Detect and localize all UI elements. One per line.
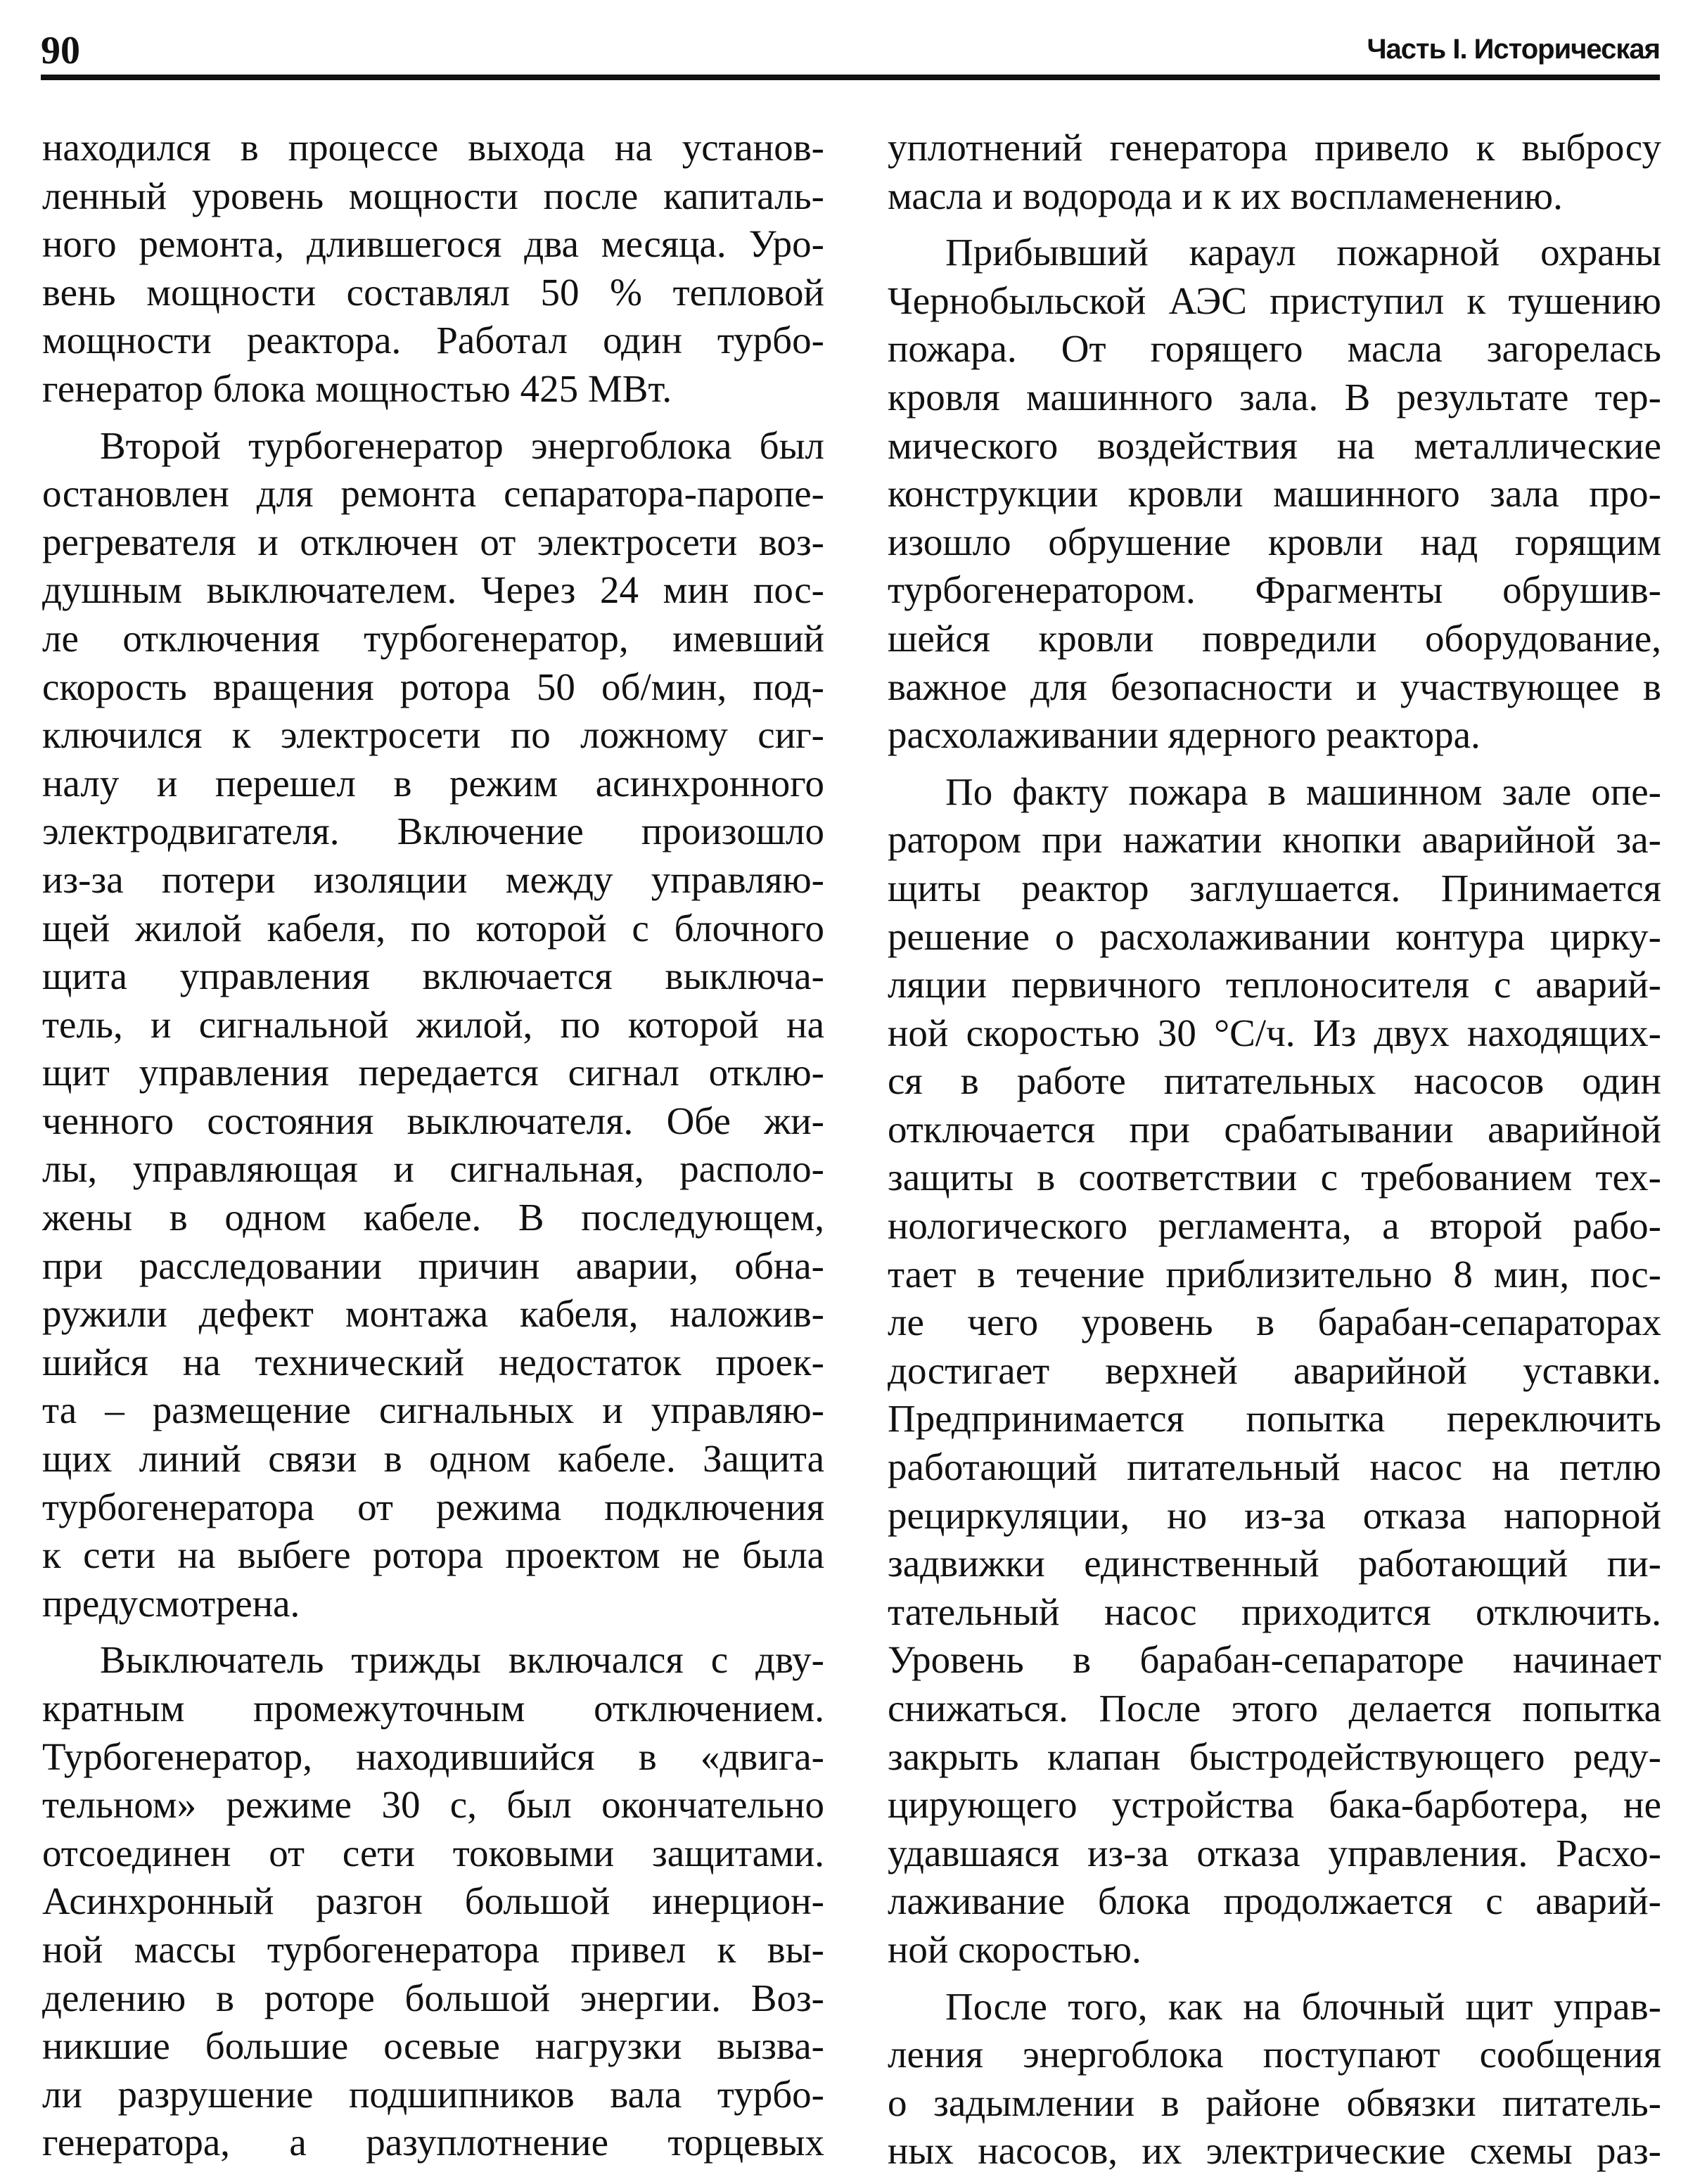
text-line: ченного состояния выключателя. Обе жи- [42, 1099, 824, 1142]
text-line: ключился к электросети по ложному сиг- [42, 713, 824, 757]
text-line: мического воздействия на металлические [888, 423, 1661, 467]
text-line: ли разрушение подшипников вала турбо- [42, 2072, 824, 2116]
text-line: к сети на выбеге ротора проектом не была [42, 1533, 824, 1577]
paragraph [42, 1636, 824, 2167]
text-line: расхолаживании ядерного реактора. [888, 713, 1481, 757]
text-line: никшие большие осевые нагрузки вызва- [42, 2024, 824, 2068]
text-line: ной массы турбогенератора привел к вы- [42, 1927, 824, 1971]
text-line: Турбогенератор, находившийся в «двига- [42, 1735, 824, 1778]
text-line: нологического регламента, а второй рабо- [888, 1204, 1661, 1248]
text-line: лы, управляющая и сигнальная, располо- [42, 1147, 824, 1191]
paragraph [888, 229, 1661, 760]
text-line: решение о расхолаживании контура цирку- [888, 914, 1661, 958]
text-line: делению в роторе большой энергии. Воз- [42, 1976, 824, 2019]
text-line: ся в работе питательных насосов один [888, 1059, 1661, 1103]
text-line: при расследовании причин аварии, обна- [42, 1244, 824, 1287]
text-column-left [42, 124, 824, 2176]
page-number: 90 [41, 29, 80, 72]
text-line: щита управления включается выключа- [42, 954, 824, 998]
text-line: задвижки единственный работающий пи- [888, 1542, 1661, 1585]
text-line: Прибывший караул пожарной охраны [945, 231, 1661, 274]
text-line: конструкции кровли машинного зала про- [888, 472, 1661, 516]
text-line: щей жилой кабеля, по которой с блочного [42, 906, 824, 950]
text-line: вень мощности составлял 50 % тепловой [42, 270, 824, 314]
text-line: защиты в соответствии с требованием тех- [888, 1156, 1661, 1199]
text-line: регревателя и отключен от электросети воз- [42, 520, 824, 563]
text-line: Чернобыльской АЭС приступил к тушению [888, 279, 1661, 322]
text-line: ной скоростью 30 °С/ч. Из двух находящих- [888, 1011, 1661, 1054]
text-line: тельном» режиме 30 с, был окончательно [42, 1783, 824, 1827]
text-line: удавшаяся из-за отказа управления. Расхо- [888, 1831, 1661, 1875]
text-line: турбогенератора от режима подключения [42, 1485, 824, 1528]
text-line: ратором при нажатии кнопки аварийной за- [888, 818, 1661, 862]
text-line: ных насосов, их электрические схемы раз- [888, 2129, 1661, 2173]
text-line: турбогенератором. Фрагменты обрушив- [888, 568, 1661, 612]
text-line: ружили дефект монтажа кабеля, наложив- [42, 1292, 824, 1336]
paragraph [888, 124, 1661, 220]
text-line: тель, и сигнальной жилой, по которой на [42, 1002, 824, 1046]
text-line: закрыть клапан быстродействующего реду- [888, 1735, 1661, 1778]
text-line: После того, как на блочный щит управ- [945, 1984, 1661, 2028]
text-line: из-за потери изоляции между управляю- [42, 857, 824, 901]
paragraph [42, 124, 824, 414]
text-line: шийся на технический недостаток проек- [42, 1340, 824, 1384]
text-line: масла и водорода и к их воспламенению. [888, 174, 1563, 217]
text-line: кратным промежуточным отключением. [42, 1687, 824, 1730]
text-line: генератор блока мощностью 425 МВт. [42, 366, 672, 410]
paragraph [888, 768, 1661, 1974]
text-line: снижаться. После этого делается попытка [888, 1687, 1661, 1730]
text-line: ной скоростью. [888, 1927, 1142, 1971]
text-column-right [888, 124, 1661, 2184]
text-line: находился в процессе выхода на установ- [42, 126, 824, 169]
text-line: шейся кровли повредили оборудование, [888, 616, 1661, 660]
text-line: щих линий связи в одном кабеле. Защита [42, 1437, 824, 1481]
text-line: ляции первичного теплоносителя с аварий- [888, 963, 1661, 1007]
text-line: жены в одном кабеле. В последующем, [42, 1196, 824, 1239]
text-line: электродвигателя. Включение произошло [42, 810, 824, 853]
text-line: ле чего уровень в барабан-сепараторах [888, 1301, 1661, 1344]
text-line: душным выключателем. Через 24 мин пос- [42, 568, 824, 612]
text-line: достигает верхней аварийной уставки. [888, 1348, 1661, 1392]
text-line: ного ремонта, длившегося два месяца. Уро- [42, 222, 824, 266]
text-line: щиты реактор заглушается. Принимается [888, 866, 1661, 909]
text-line: ленный уровень мощности после капиталь- [42, 174, 824, 217]
text-line: кровля машинного зала. В результате тер- [888, 375, 1661, 419]
paragraph [42, 422, 824, 1628]
text-line: остановлен для ремонта сепаратора-паропе- [42, 472, 824, 516]
text-line: Асинхронный разгон большой инерцион- [42, 1879, 824, 1923]
text-line: цирующего устройства бака-барботера, не [888, 1783, 1661, 1827]
text-line: Выключатель трижды включался с дву- [100, 1638, 824, 1682]
text-line: важное для безопасности и участвующее в [888, 665, 1661, 708]
text-line: мощности реактора. Работал один турбо- [42, 319, 824, 362]
text-line: ле отключения турбогенератор, имевший [42, 616, 824, 660]
text-line: пожара. От горящего масла загорелась [888, 327, 1661, 371]
text-line: ления энергоблока поступают сообщения [888, 2033, 1661, 2076]
text-line: отсоединен от сети токовыми защитами. [42, 1831, 824, 1875]
text-line: лаживание блока продолжается с аварий- [888, 1879, 1661, 1923]
paragraph [888, 1983, 1661, 2176]
text-line: тательный насос приходится отключить. [888, 1590, 1661, 1633]
text-line: Предпринимается попытка переключить [888, 1397, 1661, 1441]
text-line: Второй турбогенератор энергоблока был [100, 423, 824, 467]
text-line: работающий питательный насос на петлю [888, 1445, 1661, 1489]
text-line: предусмотрена. [42, 1581, 300, 1625]
text-line: налу и перешел в режим асинхронного [42, 761, 824, 805]
text-line: По факту пожара в машинном зале опе- [945, 769, 1661, 813]
text-line: о задымлении в районе обвязки питатель- [888, 2081, 1661, 2124]
text-line: тает в течение приблизительно 8 мин, пос- [888, 1252, 1661, 1296]
text-line: уплотнений генератора привело к выбросу [888, 126, 1661, 169]
text-line: скорость вращения ротора 50 об/мин, под- [42, 665, 824, 708]
text-line: рециркуляции, но из-за отказа напорной [888, 1493, 1661, 1537]
header-rule [41, 75, 1660, 80]
running-title: Часть I. Историческая [1367, 34, 1660, 65]
text-line: генератора, а разуплотнение торцевых [42, 2121, 824, 2164]
text-line: отключается при срабатывании аварийной [888, 1107, 1661, 1151]
text-line: та – размещение сигнальных и управляю- [42, 1388, 824, 1432]
text-line: Уровень в барабан-сепараторе начинает [888, 1638, 1661, 1682]
text-line: щит управления передается сигнал отклю- [42, 1051, 824, 1094]
text-line: изошло обрушение кровли над горящим [888, 520, 1661, 563]
